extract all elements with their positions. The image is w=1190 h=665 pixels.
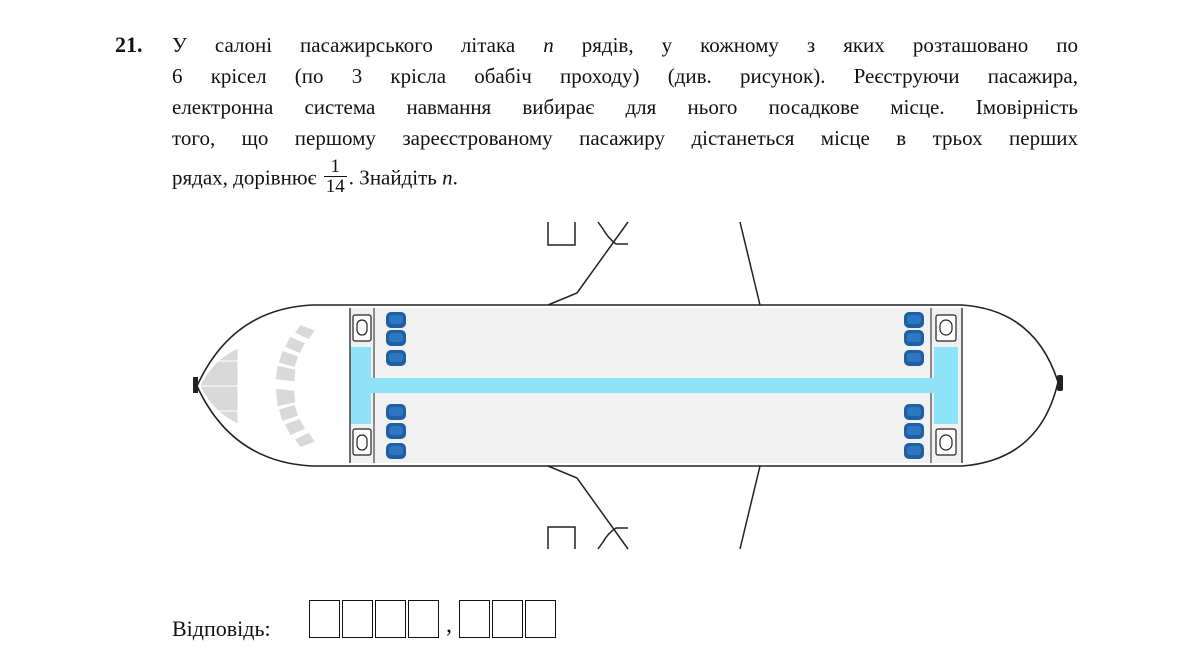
variable-n: n [543, 33, 554, 57]
decimal-comma: , [446, 612, 452, 638]
seat-icon [386, 312, 406, 328]
problem-line-1-end: рядів, у кожному з яких розташовано по [553, 33, 1078, 57]
variable-n-2: n [442, 165, 453, 190]
answer-decimal-box-1[interactable] [459, 600, 490, 638]
seat-icon [386, 350, 406, 366]
answer-label: Відповідь: [172, 616, 271, 641]
answer-digit-box-4[interactable] [408, 600, 439, 638]
seat-icon [904, 423, 924, 439]
problem-line-5-start: рядах, дорівнює [172, 165, 322, 190]
nose-tip [193, 377, 198, 393]
task-number: 21. [115, 32, 143, 57]
seat-icon [904, 312, 924, 328]
upper-wing [548, 222, 760, 305]
fraction-numerator: 1 [330, 156, 341, 177]
lower-wing [548, 466, 760, 549]
answer-decimal-box-2[interactable] [492, 600, 523, 638]
answer-decimal-box-3[interactable] [525, 600, 556, 638]
problem-line-4: того, що першому зареєстрованому пасажиру дістанеться місце в трьох перших [172, 126, 1078, 150]
seat-icon [386, 423, 406, 439]
problem-line-2: 6 крісел (по 3 крісла обабіч проходу) (див. рисунок). Реєструючи пасажира, [172, 64, 1078, 88]
seat-icon [904, 350, 924, 366]
answer-digit-box-2[interactable] [342, 600, 373, 638]
seat-icon [904, 443, 924, 459]
problem-line-5-end: . [452, 165, 458, 190]
seat-icon [386, 443, 406, 459]
seat-icon [386, 330, 406, 346]
answer-digit-box-1[interactable] [309, 600, 340, 638]
answer-digit-box-3[interactable] [375, 600, 406, 638]
fraction-denominator: 14 [325, 176, 345, 197]
lower-wing-detail [548, 527, 628, 549]
upper-wing-detail [548, 222, 628, 245]
tail-tip [1057, 375, 1063, 391]
seat-icon [386, 404, 406, 420]
problem-line-1-start: У салоні пасажирського літака [172, 33, 544, 57]
problem-line-5-mid: . Знайдіть [348, 165, 443, 190]
seat-icon [904, 330, 924, 346]
seat-icon [904, 404, 924, 420]
problem-line-3: електронна система навмання вибирає для нього посадкове місце. Імовірність [172, 95, 1078, 119]
